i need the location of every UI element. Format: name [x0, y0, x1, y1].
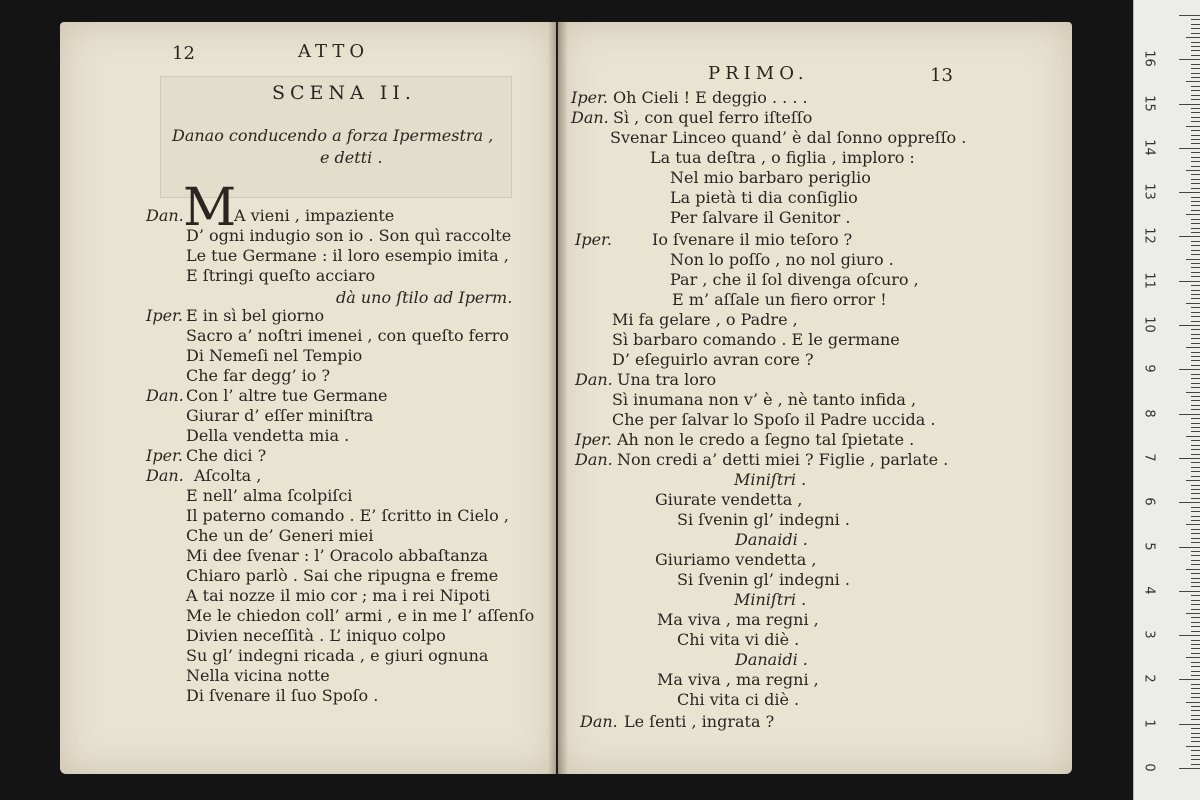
- ruler-tick: [1191, 688, 1200, 689]
- ruler-tick: [1179, 724, 1200, 725]
- verse-line: Che per ſalvar lo Spoſo il Padre uccida .: [612, 410, 936, 429]
- verse-line: Ah non le credo a ſegno tal ſpietate .: [617, 430, 915, 449]
- ruler-tick: [1191, 267, 1200, 268]
- ruler-tick: [1191, 86, 1200, 87]
- ruler-tick: [1191, 68, 1200, 69]
- speaker-label: Iper.: [571, 88, 609, 107]
- verse-line: Io ſvenare il mio teſoro ?: [652, 230, 853, 249]
- ruler-tick: [1191, 254, 1200, 255]
- verse-line: Di Nemeſi nel Tempio: [186, 346, 363, 365]
- ruler-tick: [1191, 139, 1200, 140]
- ruler-tick: [1191, 560, 1200, 561]
- ruler-tick: [1191, 250, 1200, 251]
- speaker-label: Dan.: [580, 712, 618, 731]
- ruler-label: 7: [1141, 453, 1157, 462]
- ruler-label: 11: [1141, 271, 1157, 289]
- ruler-tick: [1191, 161, 1200, 162]
- right-page-number: 13: [930, 65, 953, 86]
- ruler-tick: [1191, 396, 1200, 397]
- ruler-tick: [1179, 59, 1200, 60]
- ruler-tick: [1191, 112, 1200, 113]
- ruler-tick: [1191, 365, 1200, 366]
- speaker-label: Dan.: [146, 206, 184, 225]
- right-running-head: PRIMO.: [708, 63, 809, 84]
- ruler-tick: [1191, 223, 1200, 224]
- ruler-tick: [1191, 462, 1200, 463]
- ruler-tick: [1191, 263, 1200, 264]
- ruler-tick: [1191, 210, 1200, 211]
- ruler-tick: [1191, 551, 1200, 552]
- ruler-tick: [1191, 99, 1200, 100]
- ruler-tick: [1186, 214, 1200, 215]
- ruler-tick: [1191, 582, 1200, 583]
- ruler-tick: [1191, 64, 1200, 65]
- ruler-tick: [1191, 648, 1200, 649]
- drop-cap: M: [183, 178, 237, 238]
- verse-line: A vieni , impaziente: [234, 206, 395, 225]
- ruler-tick: [1179, 192, 1200, 193]
- speaker-label: Dan.: [575, 450, 613, 469]
- ruler-tick: [1191, 334, 1200, 335]
- ruler-tick: [1191, 653, 1200, 654]
- ruler-tick: [1191, 737, 1200, 738]
- ruler-tick: [1179, 768, 1200, 769]
- ruler-tick: [1191, 697, 1200, 698]
- ruler-tick: [1179, 591, 1200, 592]
- ruler-tick: [1191, 321, 1200, 322]
- verse-line: Sì inumana non v’ è , nè tanto infida ,: [612, 390, 917, 409]
- ruler-tick: [1179, 236, 1200, 237]
- ruler-label: 3: [1141, 630, 1157, 639]
- ruler-tick: [1191, 684, 1200, 685]
- ruler-tick: [1191, 533, 1200, 534]
- verse-line: La pietà ti dia conſiglio: [670, 188, 858, 207]
- chorus-label: Danaidi .: [735, 530, 808, 549]
- ruler-tick: [1191, 715, 1200, 716]
- ruler-tick: [1191, 431, 1200, 432]
- ruler-tick: [1191, 28, 1200, 29]
- ruler-tick: [1191, 329, 1200, 330]
- ruler-tick: [1191, 205, 1200, 206]
- ruler-tick: [1191, 241, 1200, 242]
- ruler-tick: [1191, 294, 1200, 295]
- chorus-label: Miniſtri .: [734, 470, 807, 489]
- speaker-label: Dan.: [146, 466, 184, 485]
- ruler-tick: [1191, 706, 1200, 707]
- scene-title: SCENA II.: [272, 82, 416, 104]
- ruler-label: 1: [1141, 719, 1157, 728]
- ruler-tick: [1191, 555, 1200, 556]
- ruler-tick: [1191, 423, 1200, 424]
- ruler-tick: [1191, 183, 1200, 184]
- measurement-ruler: [1133, 0, 1200, 800]
- verse-line: Oh Cieli ! E deggio . . . .: [613, 88, 808, 107]
- ruler-tick: [1191, 130, 1200, 131]
- ruler-tick: [1191, 586, 1200, 587]
- ruler-tick: [1191, 750, 1200, 751]
- left-page-number: 12: [172, 43, 195, 64]
- ruler-tick: [1191, 374, 1200, 375]
- ruler-tick: [1191, 33, 1200, 34]
- ruler-tick: [1179, 369, 1200, 370]
- ruler-tick: [1186, 657, 1200, 658]
- ruler-tick: [1191, 662, 1200, 663]
- verse-line: Ma viva , ma regni ,: [657, 610, 819, 629]
- ruler-label: 0: [1141, 763, 1157, 772]
- ruler-tick: [1191, 418, 1200, 419]
- ruler-tick: [1191, 759, 1200, 760]
- verse-line: Mi dee ſvenar : l’ Oracolo abbaſtanza: [186, 546, 489, 565]
- ruler-tick: [1186, 613, 1200, 614]
- book-gutter: [548, 22, 568, 774]
- verse-line: Giurate vendetta ,: [655, 490, 803, 509]
- ruler-tick: [1186, 524, 1200, 525]
- ruler-tick: [1186, 746, 1200, 747]
- ruler-tick: [1191, 188, 1200, 189]
- verse-line: Non credi a’ detti miei ? Figlie , parlate .: [617, 450, 949, 469]
- verse-line: Nella vicina notte: [186, 666, 330, 685]
- ruler-tick: [1191, 529, 1200, 530]
- speaker-label: Iper.: [146, 446, 184, 465]
- ruler-label: 9: [1141, 364, 1157, 373]
- ruler-tick: [1191, 197, 1200, 198]
- verse-line: E in sì bel giorno: [186, 306, 325, 325]
- ruler-tick: [1191, 219, 1200, 220]
- ruler-tick: [1191, 675, 1200, 676]
- ruler-tick: [1191, 24, 1200, 25]
- ruler-tick: [1191, 378, 1200, 379]
- ruler-tick: [1191, 157, 1200, 158]
- ruler-tick: [1191, 489, 1200, 490]
- ruler-tick: [1191, 498, 1200, 499]
- ruler-tick: [1191, 573, 1200, 574]
- verse-line: E ſtringi queſto acciaro: [186, 266, 376, 285]
- ruler-tick: [1191, 316, 1200, 317]
- ruler-tick: [1179, 148, 1200, 149]
- ruler-tick: [1191, 631, 1200, 632]
- ruler-tick: [1191, 383, 1200, 384]
- ruler-tick: [1191, 360, 1200, 361]
- ruler-label: 6: [1141, 497, 1157, 506]
- stage-note: dà uno ſtilo ad Iperm.: [336, 288, 513, 307]
- ruler-tick: [1191, 352, 1200, 353]
- verse-line: Chi vita vi diè .: [677, 630, 800, 649]
- ruler-tick: [1191, 693, 1200, 694]
- ruler-tick: [1191, 538, 1200, 539]
- ruler-tick: [1191, 42, 1200, 43]
- ruler-tick: [1191, 143, 1200, 144]
- ruler-tick: [1191, 741, 1200, 742]
- ruler-label: 8: [1141, 408, 1157, 418]
- verse-line: Su gl’ indegni ricada , e giuri ognuna: [186, 646, 489, 665]
- ruler-tick: [1191, 449, 1200, 450]
- verse-line: D’ ogni indugio son io . Son quì raccolte: [186, 226, 512, 245]
- ruler-tick: [1191, 564, 1200, 565]
- ruler-tick: [1191, 542, 1200, 543]
- ruler-tick: [1191, 520, 1200, 521]
- ruler-tick: [1191, 276, 1200, 277]
- ruler-tick: [1179, 458, 1200, 459]
- verse-line: Giuriamo vendetta ,: [655, 550, 817, 569]
- ruler-tick: [1191, 201, 1200, 202]
- ruler-tick: [1191, 77, 1200, 78]
- ruler-tick: [1191, 493, 1200, 494]
- ruler-tick: [1191, 95, 1200, 96]
- verse-line: Divien neceſſità . L’ iniquo colpo: [186, 626, 446, 645]
- verse-line: Nel mio barbaro periglio: [670, 168, 871, 187]
- ruler-tick: [1186, 569, 1200, 570]
- speaker-label: Iper.: [575, 230, 613, 249]
- chorus-label: Danaidi .: [735, 650, 808, 669]
- verse-line: E nell’ alma ſcolpiſci: [186, 486, 353, 505]
- ruler-tick: [1191, 666, 1200, 667]
- speaker-label: Dan.: [146, 386, 184, 405]
- ruler-tick: [1186, 259, 1200, 260]
- ruler-tick: [1191, 622, 1200, 623]
- ruler-tick: [1179, 635, 1200, 636]
- verse-line: E m’ aſſale un fiero orror !: [672, 290, 887, 309]
- ruler-tick: [1191, 312, 1200, 313]
- ruler-tick: [1191, 290, 1200, 291]
- verse-line: Di ſvenare il ſuo Spoſo .: [186, 686, 379, 705]
- verse-line: Con l’ altre tue Germane: [186, 386, 388, 405]
- verse-line: Si ſvenin gl’ indegni .: [677, 570, 850, 589]
- ruler-tick: [1179, 281, 1200, 282]
- ruler-tick: [1191, 166, 1200, 167]
- ruler-tick: [1191, 454, 1200, 455]
- verse-line: Giurar d’ eſſer miniſtra: [186, 406, 374, 425]
- ruler-label: 2: [1141, 674, 1157, 684]
- ruler-tick: [1186, 303, 1200, 304]
- ruler-tick: [1191, 405, 1200, 406]
- verse-line: Ma viva , ma regni ,: [657, 670, 819, 689]
- ruler-tick: [1191, 516, 1200, 517]
- speaker-label: Iper.: [146, 306, 184, 325]
- ruler-tick: [1191, 387, 1200, 388]
- verse-line: Si ſvenin gl’ indegni .: [677, 510, 850, 529]
- ruler-tick: [1191, 55, 1200, 56]
- left-running-head: ATTO: [298, 41, 370, 62]
- ruler-tick: [1191, 595, 1200, 596]
- speaker-label: Iper.: [575, 430, 613, 449]
- speaker-label: Dan.: [571, 108, 609, 127]
- ruler-tick: [1191, 511, 1200, 512]
- ruler-tick: [1179, 547, 1200, 548]
- ruler-label: 12: [1141, 227, 1157, 245]
- ruler-tick: [1191, 343, 1200, 344]
- ruler-tick: [1186, 37, 1200, 38]
- ruler-tick: [1179, 679, 1200, 680]
- ruler-tick: [1179, 104, 1200, 105]
- ruler-tick: [1191, 617, 1200, 618]
- ruler-tick: [1191, 733, 1200, 734]
- ruler-tick: [1191, 272, 1200, 273]
- ruler-tick: [1186, 436, 1200, 437]
- ruler-tick: [1191, 644, 1200, 645]
- ruler-tick: [1191, 400, 1200, 401]
- ruler-tick: [1191, 152, 1200, 153]
- ruler-tick: [1191, 467, 1200, 468]
- ruler-tick: [1191, 298, 1200, 299]
- verse-line: Che far degg’ io ?: [186, 366, 331, 385]
- ruler-label: 4: [1141, 586, 1157, 595]
- ruler-tick: [1191, 174, 1200, 175]
- ruler-tick: [1191, 471, 1200, 472]
- ruler-label: 14: [1141, 139, 1157, 156]
- verse-line: Aſcolta ,: [194, 466, 262, 485]
- ruler-tick: [1186, 702, 1200, 703]
- ruler-tick: [1191, 307, 1200, 308]
- verse-line: A tai nozze il mio cor ; ma i rei Nipoti: [186, 586, 491, 605]
- ruler-tick: [1191, 609, 1200, 610]
- ruler-tick: [1191, 719, 1200, 720]
- ruler-tick: [1186, 480, 1200, 481]
- ruler-tick: [1191, 117, 1200, 118]
- ruler-tick: [1191, 285, 1200, 286]
- ruler-tick: [1191, 671, 1200, 672]
- verse-line: Il paterno comando . E’ ſcritto in Cielo ,: [186, 506, 509, 525]
- ruler-tick: [1191, 445, 1200, 446]
- ruler-label: 5: [1141, 541, 1157, 551]
- verse-line: Svenar Linceo quand’ è dal ſonno oppreſſo .: [610, 128, 967, 147]
- ruler-tick: [1191, 626, 1200, 627]
- ruler-label: 15: [1141, 94, 1157, 112]
- verse-line: Par , che il ſol divenga oſcuro ,: [670, 270, 919, 289]
- ruler-tick: [1191, 228, 1200, 229]
- ruler-tick: [1191, 600, 1200, 601]
- ruler-tick: [1191, 90, 1200, 91]
- ruler-tick: [1191, 50, 1200, 51]
- ruler-label: 16: [1141, 50, 1157, 67]
- verse-line: Chi vita ci diè .: [677, 690, 800, 709]
- ruler-tick: [1191, 338, 1200, 339]
- ruler-tick: [1191, 245, 1200, 246]
- ruler-tick: [1191, 764, 1200, 765]
- ruler-tick: [1191, 710, 1200, 711]
- ruler-tick: [1191, 728, 1200, 729]
- ruler-tick: [1191, 409, 1200, 410]
- ruler-tick: [1191, 19, 1200, 20]
- ruler-tick: [1186, 347, 1200, 348]
- ruler-tick: [1191, 46, 1200, 47]
- verse-line: Che un de’ Generi miei: [186, 526, 374, 545]
- ruler-tick: [1186, 126, 1200, 127]
- verse-line: Sì , con quel ferro iſteſſo: [613, 108, 813, 127]
- verse-line: La tua deſtra , o figlia , imploro :: [650, 148, 915, 167]
- verse-line: Non lo poſſo , no nol giuro .: [670, 250, 894, 269]
- ruler-tick: [1186, 81, 1200, 82]
- verse-line: Per ſalvare il Genitor .: [670, 208, 851, 227]
- ruler-tick: [1191, 507, 1200, 508]
- speaker-label: Dan.: [575, 370, 613, 389]
- verse-line: Sacro a’ noſtri imenei , con queſto ferro: [186, 326, 509, 345]
- ruler-tick: [1191, 640, 1200, 641]
- verse-line: Le ſenti , ingrata ?: [624, 712, 775, 731]
- verse-line: Le tue Germane : il loro esempio imita ,: [186, 246, 509, 265]
- verse-line: D’ eſeguirlo avran core ?: [612, 350, 814, 369]
- ruler-tick: [1191, 755, 1200, 756]
- ruler-label: 13: [1141, 183, 1157, 200]
- ruler-tick: [1186, 392, 1200, 393]
- ruler-tick: [1191, 578, 1200, 579]
- verse-line: Una tra loro: [617, 370, 717, 389]
- ruler-tick: [1179, 15, 1200, 16]
- ruler-tick: [1179, 414, 1200, 415]
- verse-line: Della vendetta mia .: [186, 426, 350, 445]
- ruler-tick: [1191, 427, 1200, 428]
- ruler-tick: [1191, 179, 1200, 180]
- verse-line: Me le chiedon coll’ armi , e in me l’ aſſenſo: [186, 606, 535, 625]
- stage-direction: Danao conducendo a forza Ipermestra ,: [172, 126, 494, 145]
- ruler-tick: [1191, 232, 1200, 233]
- chorus-label: Miniſtri .: [734, 590, 807, 609]
- stage-direction: e detti .: [320, 148, 383, 167]
- verse-line: Mi fa gelare , o Padre ,: [612, 310, 798, 329]
- ruler-tick: [1191, 476, 1200, 477]
- ruler-tick: [1191, 108, 1200, 109]
- ruler-tick: [1179, 325, 1200, 326]
- ruler-tick: [1191, 485, 1200, 486]
- ruler-tick: [1191, 440, 1200, 441]
- ruler-tick: [1191, 121, 1200, 122]
- ruler-tick: [1191, 135, 1200, 136]
- ruler-label: 10: [1141, 316, 1157, 333]
- verse-line: Chiaro parlò . Sai che ripugna e freme: [186, 566, 499, 585]
- ruler-tick: [1179, 502, 1200, 503]
- verse-line: Che dici ?: [186, 446, 267, 465]
- ruler-tick: [1186, 170, 1200, 171]
- ruler-tick: [1191, 73, 1200, 74]
- ruler-tick: [1191, 604, 1200, 605]
- verse-line: Sì barbaro comando . E le germane: [612, 330, 900, 349]
- ruler-tick: [1191, 356, 1200, 357]
